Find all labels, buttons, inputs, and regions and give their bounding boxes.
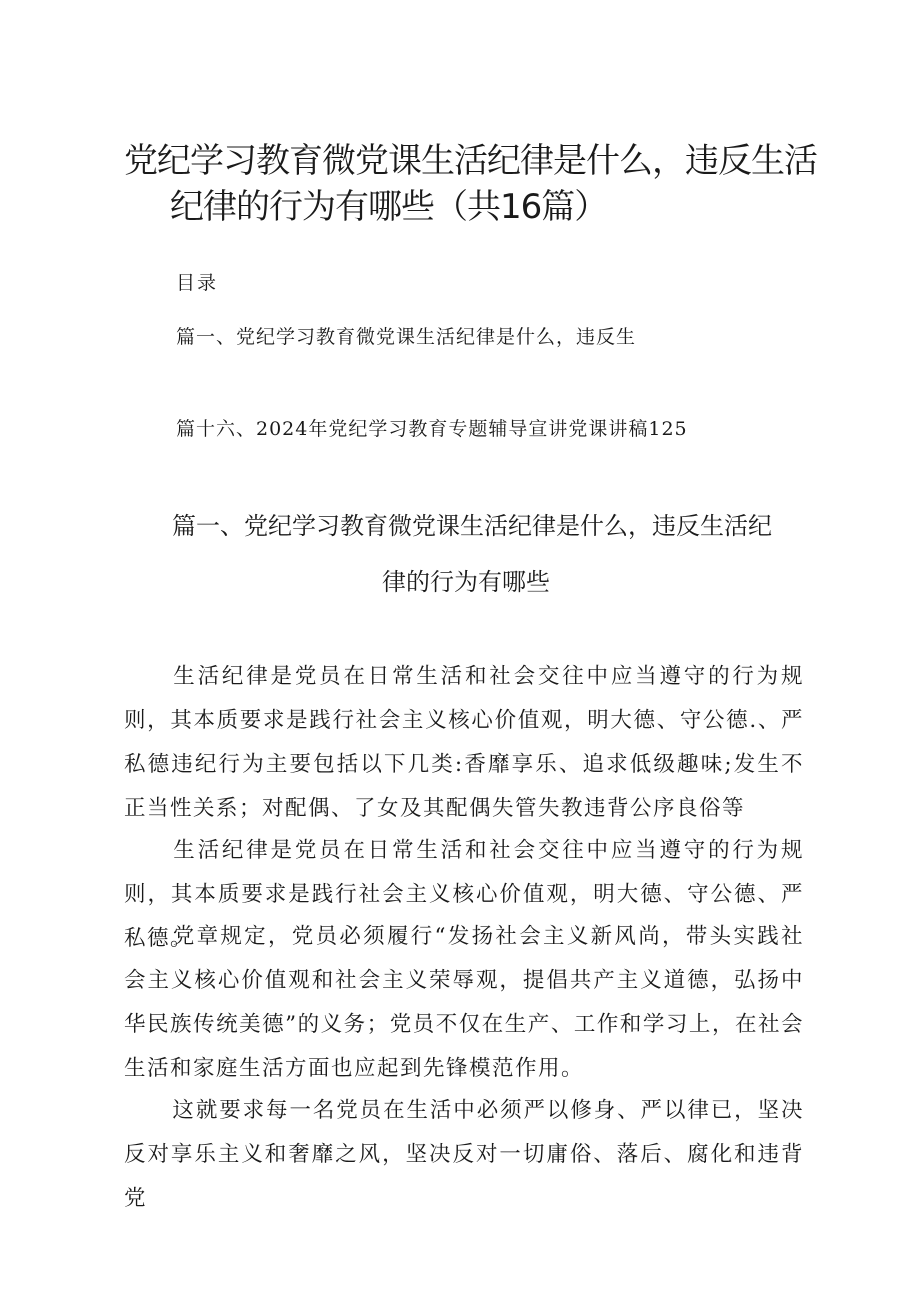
- body-paragraph-1: [124, 655, 804, 831]
- body-paragraph-3-text: 党章规定，党员必须履行“发扬社会主义新风尚，带头实践社会主义核心价值观和社会主义荣辱观，提倡共产主义道德，弘扬中华民族传统美德”的义务；党员不仅在生产、工作和学习上，在社会生活和家庭生活方面也应起到先锋模范作用。: [124, 924, 804, 1081]
- body-paragraph-1-text: 生活纪律是党员在日常生活和社会交往中应当遵守的行为规则，其本质要求是践行社会主义核心价值观，明大德、守公德.、严私德违纪行为主要包括以下几类:香靡享乐、追求低级趣味;发生不正当性关系；对配偶、了女及其配偶失管失教违背公序良俗等: [124, 664, 804, 821]
- toc-label: 目录: [176, 272, 219, 294]
- section-title-line-1: 篇一、党纪学习教育微党课生活纪律是什么，违反生活纪: [172, 512, 772, 540]
- document-title-line-1: 党纪学习教育微党课生活纪律是什么，违反生活: [124, 141, 817, 181]
- body-paragraph-4: [124, 1089, 804, 1221]
- toc-item-1[interactable]: 篇一、党纪学习教育微党课生活纪律是什么，违反生: [176, 326, 637, 348]
- document-title-line-2: 纪律的行为有哪些（共16篇）: [170, 187, 608, 227]
- body-paragraph-4-text: 这就要求每一名党员在生活中必须严以修身、严以律已，坚决反对享乐主义和奢靡之风，坚决反对一切庸俗、落后、腐化和违背党: [124, 1098, 804, 1211]
- body-paragraph-2-text: 生活纪律是党员在日常生活和社会交往中应当遵守的行为规则，其本质要求是践行社会主义核心价值观，明大德、守公德、严私德。: [124, 838, 804, 951]
- document-title: [124, 138, 824, 230]
- body-paragraph-3: [124, 915, 804, 1091]
- toc-item-16[interactable]: 篇十六、2024年党纪学习教育专题辅导宣讲党课讲稿125: [176, 418, 688, 440]
- section-title-line-2: 律的行为有哪些: [382, 568, 550, 596]
- section-title: [172, 498, 772, 610]
